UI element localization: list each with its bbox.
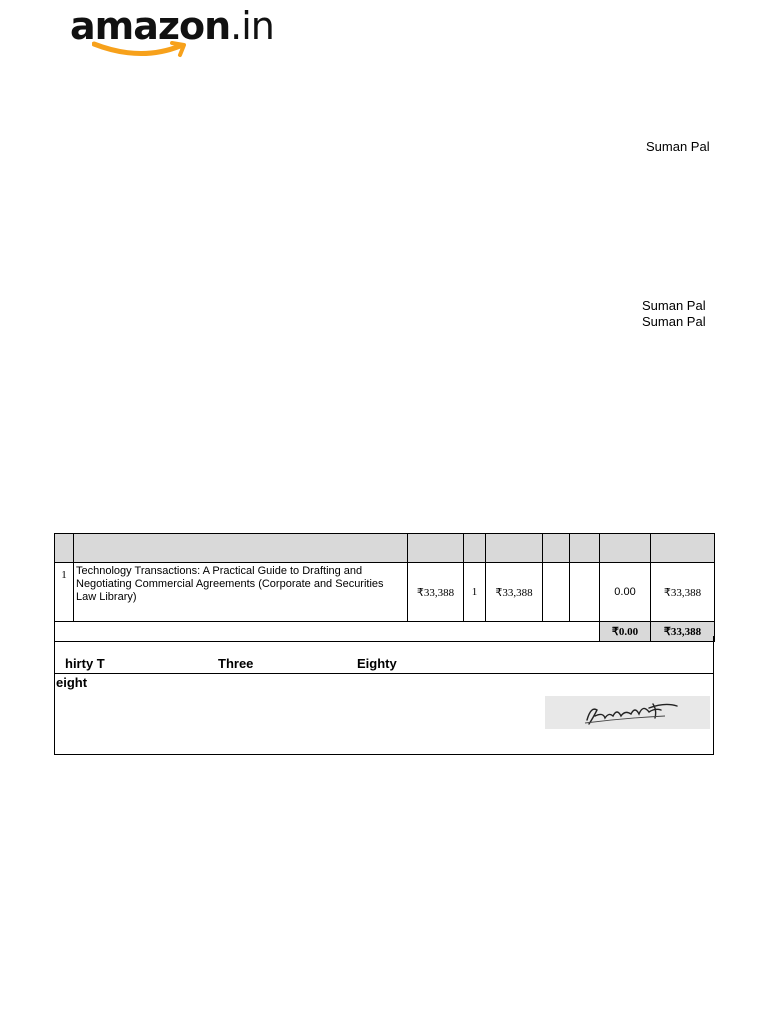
shipping-name: Suman Pal	[642, 314, 706, 329]
sl-no-cell: 1	[55, 563, 74, 622]
header-cell	[464, 534, 486, 563]
tax-amount-cell: 0.00	[600, 563, 651, 622]
table-row	[55, 563, 715, 622]
header-cell	[74, 534, 408, 563]
billing-name: Suman Pal	[642, 298, 706, 313]
signature-icon	[545, 696, 710, 729]
header-cell	[570, 534, 600, 563]
header-cell	[600, 534, 651, 563]
tax-type-cell	[570, 563, 600, 622]
description-cell: Technology Transactions: A Practical Guide to Drafting and Negotiating Commercial Agreements (Corporate and Securities Law Library)	[74, 563, 408, 622]
header-cell	[55, 534, 74, 563]
header-cell	[543, 534, 570, 563]
invoice-table	[54, 533, 715, 642]
divider	[55, 673, 713, 674]
grand-total-cell: ₹33,388	[651, 622, 715, 642]
seller-name: Suman Pal	[646, 139, 710, 154]
smile-arrow-icon	[92, 40, 192, 60]
header-cell	[408, 534, 464, 563]
amount-in-words-box	[54, 636, 714, 755]
header-cell	[651, 534, 715, 563]
table-header-row	[55, 534, 715, 563]
amount-words-part: hirty T	[65, 656, 105, 671]
logo-main-text: amazon	[70, 4, 231, 48]
header-cell	[486, 534, 543, 563]
amount-words-part: eight	[56, 675, 88, 690]
amount-words-part: Three	[218, 656, 254, 671]
net-amount-cell: ₹33,388	[486, 563, 543, 622]
unit-price-cell: ₹33,388	[408, 563, 464, 622]
logo-suffix-text: .in	[230, 4, 274, 48]
amount-words-part: Eighty	[357, 656, 397, 671]
amazon-logo	[50, 0, 310, 72]
tax-rate-cell	[543, 563, 570, 622]
qty-cell: 1	[464, 563, 486, 622]
total-amount-cell: ₹33,388	[651, 563, 715, 622]
signature-image	[545, 696, 710, 729]
total-tax-cell: ₹0.00	[600, 622, 651, 642]
